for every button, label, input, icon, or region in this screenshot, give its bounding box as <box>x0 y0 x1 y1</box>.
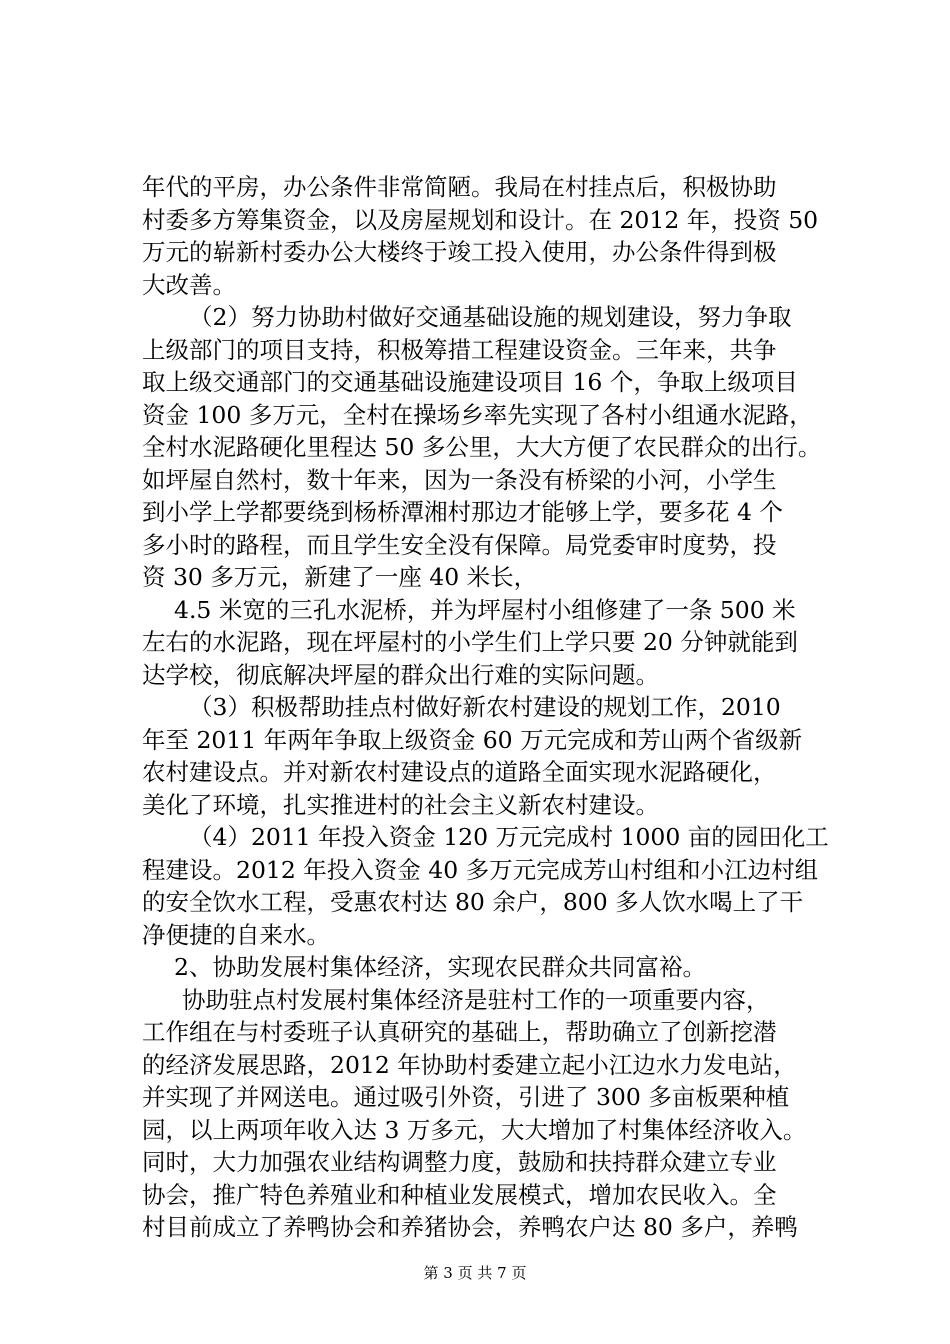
text-line: 净便捷的自来水。 <box>142 920 330 949</box>
text-line: 多小时的路程，而且学生安全没有保障。局党委审时度势，投 <box>142 530 777 559</box>
text-line: 工作组在与村委班子认真研究的基础上，帮助确立了创新挖潜 <box>142 1018 777 1046</box>
text-line: 园，以上两项年收入达 3 万多元，大大增加了村集体经济收入。 <box>142 1115 807 1144</box>
text-line: （3）积极帮助挂点村做好新农村建设的规划工作，2010 <box>189 693 781 721</box>
text-line: 的经济发展思路，2012 年协助村委建立起小江边水力发电站， <box>142 1050 797 1079</box>
text-line: 大改善。 <box>142 270 236 299</box>
text-line: 村委多方筹集资金，以及房屋规划和设计。在 2012 年，投资 50 <box>142 205 819 234</box>
text-line: 2、协助发展村集体经济，实现农民群众共同富裕。 <box>174 953 706 981</box>
text-line: （4）2011 年投入资金 120 万元完成村 1000 亩的园田化工 <box>189 823 829 851</box>
document-body <box>142 171 842 1244</box>
text-line: 达学校，彻底解决坪屋的群众出行难的实际问题。 <box>142 660 659 689</box>
text-line: 到小学上学都要绕到杨桥潭湘村那边才能够上学，要多花 4 个 <box>142 498 783 526</box>
text-line: （2）努力协助村做好交通基础设施的规划建设，努力争取 <box>189 303 792 331</box>
text-line: 并实现了并网送电。通过吸引外资，引进了 300 多亩板栗种植 <box>142 1083 790 1111</box>
text-line: 万元的崭新村委办公大楼终于竣工投入使用，办公条件得到极 <box>142 238 777 266</box>
text-line: 左右的水泥路，现在坪屋村的小学生们上学只要 20 分钟就能到 <box>142 628 798 656</box>
text-line: 村目前成立了养鸭协会和养猪协会，养鸭农户达 80 多户，养鸭 <box>142 1213 798 1241</box>
text-line: 年至 2011 年两年争取上级资金 60 万元完成和芳山两个省级新 <box>142 725 803 754</box>
text-line: 全村水泥路硬化里程达 50 多公里，大大方便了农民群众的出行。 <box>142 433 822 461</box>
text-line: 同时，大力加强农业结构调整力度，鼓励和扶持群众建立专业 <box>142 1148 777 1176</box>
text-line: 取上级交通部门的交通基础设施建设项目 16 个，争取上级项目 <box>142 368 798 396</box>
text-line: 美化了环境，扎实推进村的社会主义新农村建设。 <box>142 790 659 819</box>
text-line: 的安全饮水工程，受惠农村达 80 余户，800 多人饮水喝上了干 <box>142 888 804 916</box>
text-line: 协助驻点村发展村集体经济是驻村工作的一项重要内容， <box>182 985 770 1014</box>
text-line: 如坪屋自然村，数十年来，因为一条没有桥梁的小河，小学生 <box>142 465 777 494</box>
text-line: 程建设。2012 年投入资金 40 多万元完成芳山村组和小江边村组 <box>142 855 819 884</box>
text-line: 年代的平房，办公条件非常简陋。我局在村挂点后，积极协助 <box>142 173 777 201</box>
text-line: 资金 100 多万元，全村在操场乡率先实现了各村小组通水泥路， <box>142 400 813 429</box>
text-line: 4.5 米宽的三孔水泥桥，并为坪屋村小组修建了一条 500 米 <box>174 595 796 624</box>
text-line: 资 30 多万元，新建了一座 40 米长， <box>142 563 538 591</box>
text-line: 农村建设点。并对新农村建设点的道路全面实现水泥路硬化， <box>142 758 777 786</box>
text-line: 上级部门的项目支持，积极筹措工程建设资金。三年来，共争 <box>142 335 777 364</box>
text-line: 协会，推广特色养殖业和种植业发展模式，增加农民收入。全 <box>142 1180 777 1209</box>
page-footer: 第 3 页 共 7 页 <box>423 1264 527 1282</box>
